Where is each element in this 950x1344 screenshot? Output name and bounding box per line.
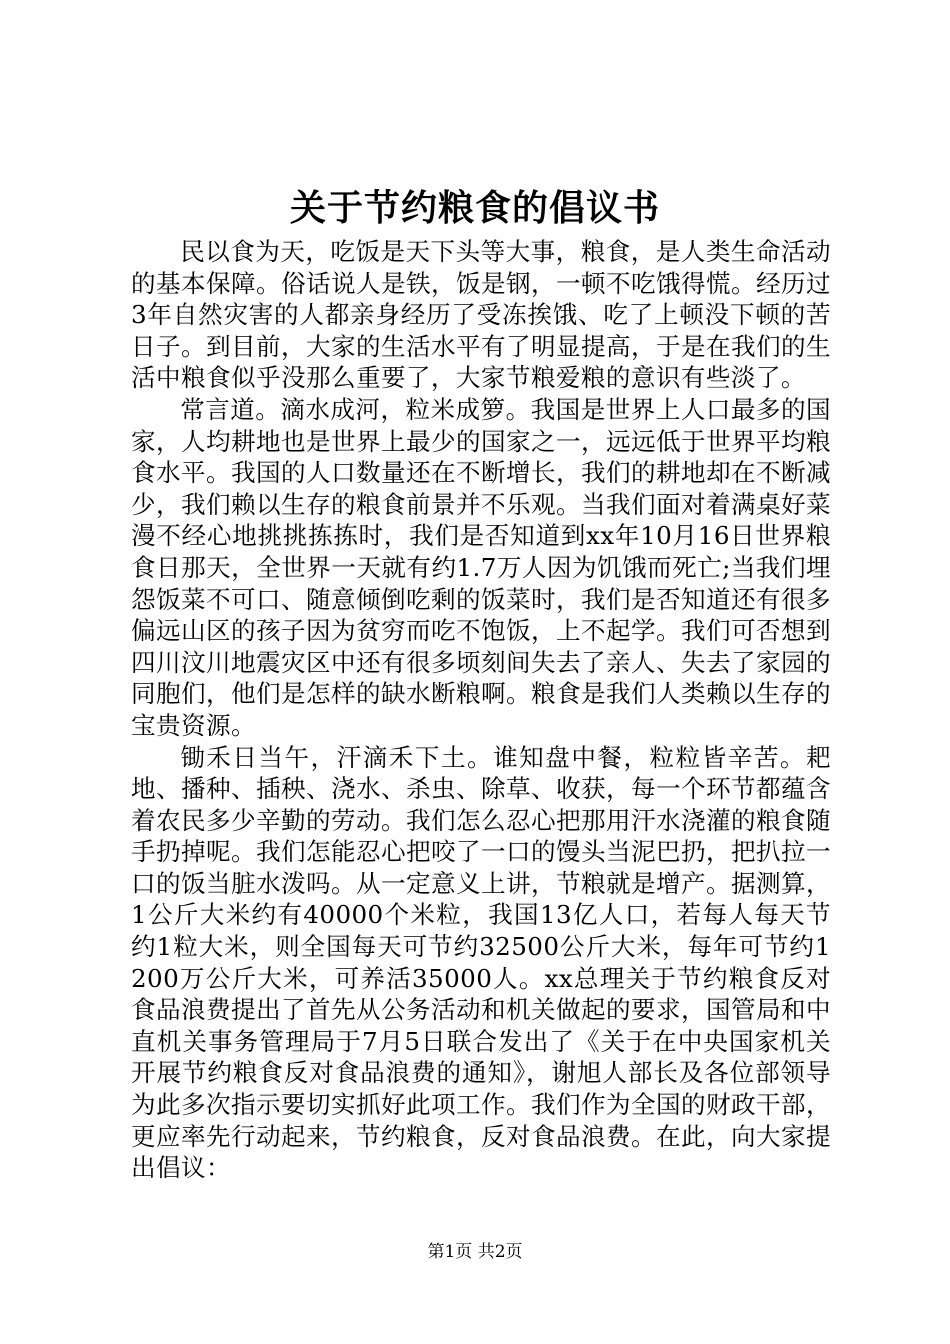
page-number-footer: 第1页 共2页 xyxy=(427,1242,523,1262)
document-title: 关于节约粮食的倡议书 xyxy=(289,187,660,229)
document-body xyxy=(131,236,831,1184)
paragraph-3: 锄禾日当午，汗滴禾下土。谁知盘中餐，粒粒皆辛苦。耙地、播种、插秧、浇水、杀虫、除草、收获，每一个环节都蕴含着农民多少辛勤的劳动。我们怎么忍心把那用汗水浇灌的粮食随手扔掉呢。我们怎能忍心把咬了一口的馒头当泥巴扔，把扒拉一口的饭当脏水泼吗。从一定意义上讲，节粮就是增产。据测算，1公斤大米约有40000个米粒，我国13亿人口，若每人每天节约1粒大米，则全国每天可节约32500公斤大米，每年可节约1200万公斤大米，可养活35000人。xx总理关于节约粮食反对食品浪费提出了首先从公务活动和机关做起的要求，国管局和中直机关事务管理局于7月5日联合发出了《关于在中央国家机关开展节约粮食反对食品浪费的通知》，谢旭人部长及各位部领导为此多次指示要切实抓好此项工作。我们作为全国的财政干部，更应率先行动起来，节约粮食，反对食品浪费。在此，向大家提出倡议： xyxy=(131,742,831,1183)
paragraph-2: 常言道。滴水成河，粒米成箩。我国是世界上人口最多的国家，人均耕地也是世界上最少的国家之一，远远低于世界平均粮食水平。我国的人口数量还在不断增长，我们的耕地却在不断减少，我们赖以生存的粮食前景并不乐观。当我们面对着满桌好菜漫不经心地挑挑拣拣时，我们是否知道到xx年10月16日世界粮食日那天，全世界一天就有约1.7万人因为饥饿而死亡;当我们埋怨饭菜不可口、随意倾倒吃剩的饭菜时，我们是否知道还有很多偏远山区的孩子因为贫穷而吃不饱饭，上不起学。我们可否想到四川汶川地震灾区中还有很多顷刻间失去了亲人、失去了家园的同胞们，他们是怎样的缺水断粮啊。粮食是我们人类赖以生存的宝贵资源。 xyxy=(131,394,831,740)
paragraph-1: 民以食为天，吃饭是天下头等大事，粮食，是人类生命活动的基本保障。俗话说人是铁，饭是钢，一顿不吃饿得慌。经历过3年自然灾害的人都亲身经历了受冻挨饿、吃了上顿没下顿的苦日子。到目前，大家的生活水平有了明显提高，于是在我们的生活中粮食似乎没那么重要了，大家节粮爱粮的意识有些淡了。 xyxy=(131,237,831,393)
